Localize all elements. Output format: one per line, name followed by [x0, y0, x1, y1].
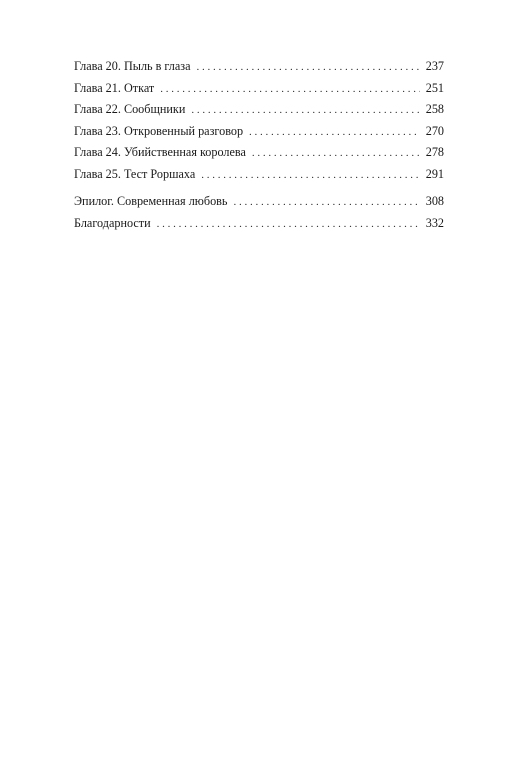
toc-entry-page: 308: [425, 194, 444, 208]
toc-entry-chapter-22: [74, 99, 444, 121]
toc-entry-title: Глава 24. Убийственная королева: [74, 145, 246, 159]
toc-entry-page: 332: [425, 215, 444, 230]
toc-dot-leader: [201, 165, 419, 187]
toc-entry-page: 278: [425, 145, 444, 159]
toc-dot-leader: [234, 192, 420, 214]
toc-entry-epilogue: [74, 191, 444, 213]
toc-dot-leader: [249, 122, 420, 144]
toc-entry-chapter-25: [74, 164, 444, 186]
toc-entry-page: 258: [425, 102, 444, 116]
toc-entry-title: Глава 20. Пыль в глаза: [74, 59, 191, 73]
toc-entry-title: Глава 21. Откат: [74, 80, 155, 95]
toc-entry-title: Эпилог. Современная любовь: [74, 194, 228, 208]
toc-dot-leader: [252, 143, 420, 165]
toc-entry-title: Благодарности: [74, 215, 151, 230]
toc-entry-page: 251: [425, 80, 444, 95]
toc-entry-page: 291: [425, 166, 444, 181]
toc-entry-title: Глава 25. Тест Роршаха: [74, 166, 196, 181]
toc-entry-chapter-21: [74, 78, 444, 100]
toc-entry-title: Глава 23. Откровенный разговор: [74, 123, 244, 138]
toc-entry-chapter-24: [74, 142, 444, 164]
toc-entry-page: 237: [425, 59, 444, 73]
toc-entry-chapter-20: [74, 56, 444, 78]
toc-entry-chapter-23: [74, 121, 444, 143]
toc-entry-title: Глава 22. Сообщники: [74, 102, 186, 116]
toc-dot-leader: [197, 57, 420, 79]
toc-dot-leader: [191, 100, 419, 122]
toc-dot-leader: [160, 79, 419, 101]
table-of-contents: [74, 56, 444, 234]
toc-dot-leader: [157, 214, 420, 236]
toc-entry-acknowledgements: [74, 213, 444, 235]
toc-entry-page: 270: [425, 123, 444, 138]
